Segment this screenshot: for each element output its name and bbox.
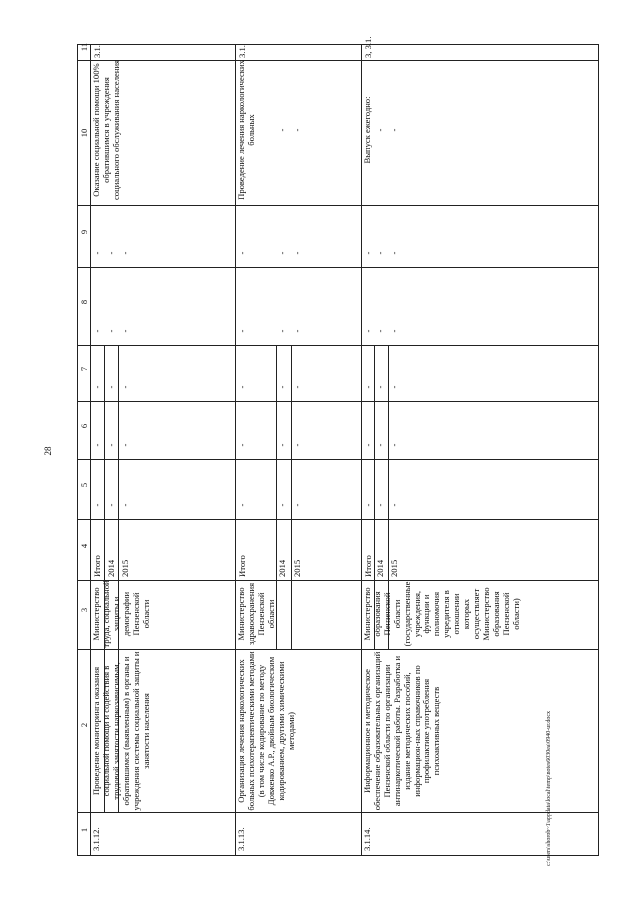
col-header-9: 9 — [79, 229, 89, 235]
year-2015: 2015 — [389, 559, 399, 577]
executor: Министерство труда, социальной защиты и демографии Пензенской области — [91, 580, 151, 648]
value-cell: - — [292, 329, 302, 333]
year-2014: 2014 — [277, 559, 287, 577]
value-cell: - — [389, 329, 399, 333]
expected-result: Проведение лечения наркологических больных — [236, 60, 256, 200]
value-cell: - — [292, 128, 302, 132]
col-header-1: 1 — [79, 827, 89, 833]
value-cell: - — [363, 503, 373, 507]
value-cell: - — [389, 251, 399, 255]
value-cell: - — [375, 128, 385, 132]
col-divider — [78, 205, 598, 206]
expected-result: Выпуск ежегодно: — [362, 96, 372, 164]
col-divider — [78, 267, 598, 268]
year-total: Итого — [237, 555, 247, 577]
value-cell: - — [292, 385, 302, 389]
col-divider — [78, 401, 598, 402]
col-divider — [78, 60, 598, 61]
year-2015: 2015 — [292, 559, 302, 577]
value-cell: - — [120, 443, 130, 447]
value-cell: - — [237, 251, 247, 255]
event-name: Информационное и методическое обеспечение образовательных организаций Пензенской области по организации антинаркотической работы. Разработка и издание методических пособий, информацион-ных справочников по профилактике употребления психоактивных веществ — [362, 651, 442, 811]
year-total: Итого — [363, 555, 373, 577]
value-cell: - — [120, 251, 130, 255]
value-cell: - — [389, 128, 399, 132]
value-cell: - — [92, 443, 102, 447]
executor: Министерство здравоохранения Пензенской области — [236, 582, 276, 646]
value-cell: - — [237, 385, 247, 389]
col-divider — [78, 649, 598, 650]
value-cell: - — [237, 329, 247, 333]
value-cell: - — [389, 443, 399, 447]
value-cell: - — [106, 443, 116, 447]
col-header-3: 3 — [79, 607, 89, 613]
col-header-8: 8 — [79, 299, 89, 305]
value-cell: - — [277, 503, 287, 507]
data-table — [77, 36, 599, 856]
col-header-4: 4 — [79, 543, 89, 549]
indicator-ref: 3.1. — [92, 45, 102, 58]
year-2015: 2015 — [120, 559, 130, 577]
col-header-7: 7 — [79, 366, 89, 372]
expected-result: Оказание социальной помощи 100% обратившимся в учреждения социального обслуживания населения — [91, 60, 121, 201]
indicator-ref: 3.1. — [237, 45, 247, 58]
value-cell: - — [106, 503, 116, 507]
value-cell: - — [363, 329, 373, 333]
value-cell: - — [389, 503, 399, 507]
value-cell: - — [363, 443, 373, 447]
value-cell: - — [277, 329, 287, 333]
col-divider — [78, 459, 598, 460]
value-cell: - — [92, 329, 102, 333]
executor: Министерство образования Пензенской области (государственные учреждения, функции и полномочия учредителя в отношении которых осуществляет Министерство образования Пензенской области) — [362, 581, 521, 647]
value-cell: - — [237, 443, 247, 447]
year-2014: 2014 — [106, 559, 116, 577]
value-cell: - — [277, 128, 287, 132]
value-cell: - — [363, 251, 373, 255]
value-cell: - — [277, 385, 287, 389]
value-cell: - — [92, 251, 102, 255]
indicator-ref: 3, 3.1. — [363, 36, 373, 58]
col-header-11: 11 — [79, 42, 89, 52]
col-divider — [78, 519, 598, 520]
value-cell: - — [277, 443, 287, 447]
value-cell: - — [237, 503, 247, 507]
event-name: Организация лечения наркологических больных психотерапевтическими методами (в том числе кодирование по методу Довженко А.Р., двойным биологическим кодированием, другими химическими методами) — [236, 651, 296, 811]
row-number: 3.1.12. — [91, 827, 101, 851]
year-total: Итого — [92, 555, 102, 577]
value-cell: - — [92, 503, 102, 507]
row-number: 3.1.13. — [236, 827, 246, 851]
value-cell: - — [375, 329, 385, 333]
value-cell: - — [120, 503, 130, 507]
value-cell: - — [375, 503, 385, 507]
col-header-10: 10 — [79, 128, 89, 138]
value-cell: - — [292, 443, 302, 447]
value-cell: - — [292, 251, 302, 255]
value-cell: - — [375, 251, 385, 255]
value-cell: - — [292, 503, 302, 507]
value-cell: - — [106, 329, 116, 333]
subrow-line — [291, 345, 292, 649]
value-cell: - — [120, 385, 130, 389]
col-header-6: 6 — [79, 423, 89, 429]
value-cell: - — [106, 385, 116, 389]
page-number: 28 — [43, 446, 53, 456]
value-cell: - — [389, 385, 399, 389]
value-cell: - — [375, 443, 385, 447]
col-divider — [78, 345, 598, 346]
col-divider — [78, 812, 598, 813]
year-2014: 2014 — [375, 559, 385, 577]
value-cell: - — [363, 385, 373, 389]
value-cell: - — [92, 385, 102, 389]
value-cell: - — [106, 251, 116, 255]
value-cell: - — [277, 251, 287, 255]
event-name: Проведение мониторинга оказания социальной помощи и содействия в трудовой занятости наркозависимым, обратившимся (выявленным) в органы и учреждения системы социальной защиты и занятости населения — [91, 651, 151, 811]
col-header-5: 5 — [79, 482, 89, 488]
value-cell: - — [375, 385, 385, 389]
row-number: 3.1.14. — [362, 827, 372, 851]
value-cell: - — [120, 329, 130, 333]
col-header-2: 2 — [79, 722, 89, 728]
footer-file-path: c:\users\shorob~1\appdata\local\temp\notes6030ea\0940-ur.docx — [546, 710, 552, 866]
